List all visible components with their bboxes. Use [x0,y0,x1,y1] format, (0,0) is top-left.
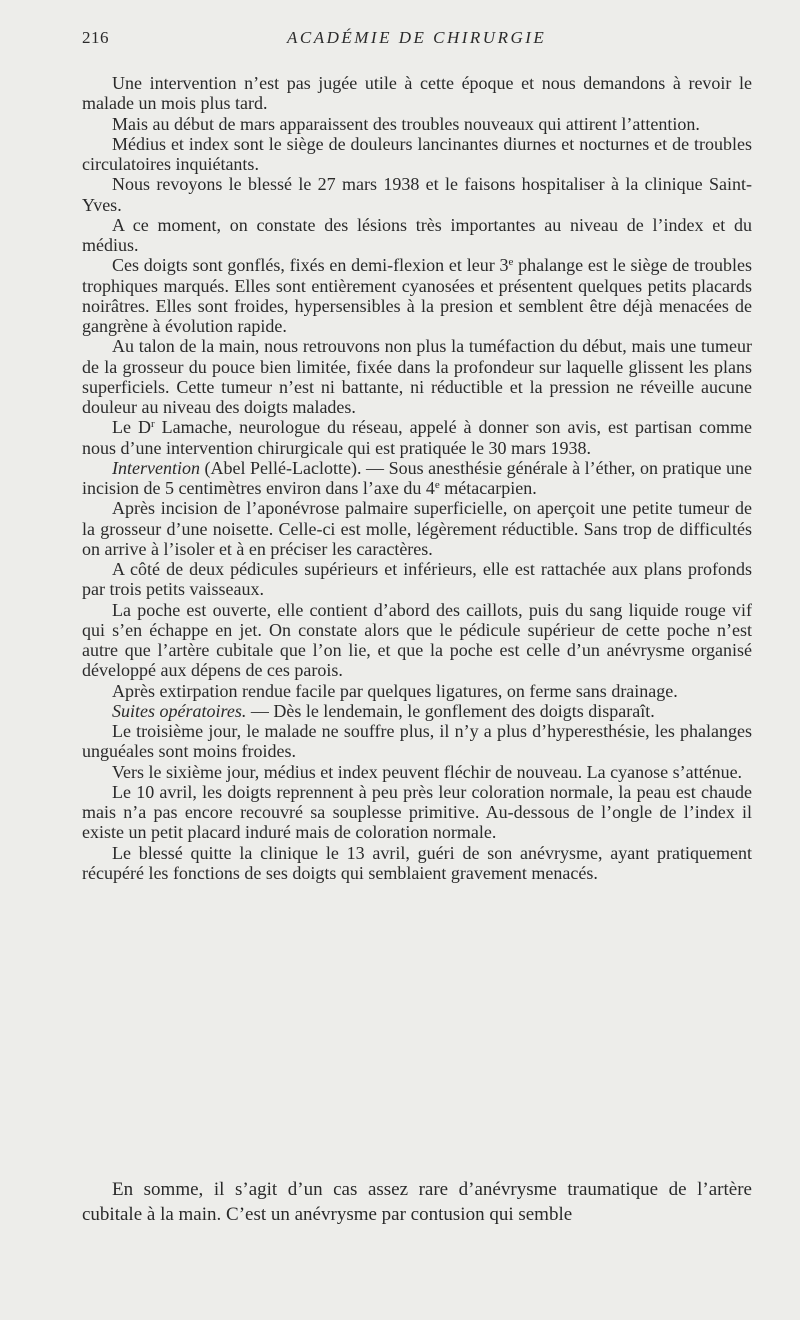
body-paragraph [82,114,752,134]
paragraph-text: Le 10 avril, les doigts reprennent à peu près leur coloration normale, la peau est chaude mais n’a pas encore recouvré sa souplesse primitive. Au-dessous de l’ongle de l’index il existe un petit placard induré mais de coloration normale. [82,781,752,843]
body-paragraph [82,721,752,762]
body-paragraph [82,73,752,114]
superscript: r [151,418,155,431]
italic-heading: Suites opératoires. [112,700,247,721]
paragraph-text: Le D [112,417,151,438]
page-header [82,28,748,52]
body-paragraph [82,417,752,458]
paragraph-text: La poche est ouverte, elle contient d’abord des caillots, puis du sang liquide rouge vif qui s’en échappe en jet. On constate alors que le pédicule supérieur de cette poche n’est autre que l’artère cubitale que l’on lie, et que la poche est celle d’un anévrysme organisé développé aux dépens de ces parois. [82,599,752,681]
paragraph-text: A côté de deux pédicules supérieurs et inférieurs, elle est rattachée aux plans profonds par trois petits vaisseaux. [82,559,752,600]
conclusion-section [82,1177,752,1227]
paragraph-text: Une intervention n’est pas jugée utile à cette époque et nous demandons à revoir le malade un mois plus tard. [82,73,752,114]
paragraph-text: Vers le sixième jour, médius et index peuvent fléchir de nouveau. La cyanose s’atténue. [112,761,743,782]
body-paragraph [82,498,752,559]
body-paragraph [82,600,752,681]
paragraph-text: A ce moment, on constate des lésions très importantes au niveau de l’index et du médius. [82,214,752,255]
body-paragraph [82,681,752,701]
italic-heading: Intervention [112,457,200,478]
case-report-body [82,73,752,883]
body-paragraph [82,843,752,884]
body-paragraph [82,336,752,417]
body-paragraph [82,701,752,721]
body-paragraph [82,559,752,600]
paragraph-text: Après incision de l’aponévrose palmaire superficielle, on aperçoit une petite tumeur de la grosseur d’une noisette. Celle-ci est molle, légèrement réductible. Sans trop de difficultés on arrive à l’isoler et à en préciser les caractères. [82,498,752,559]
paragraph-text: Lamache, neurologue du réseau, appelé à donner son avis, est partisan comme nous d’une intervention chirurgicale qui est pratiquée le 30 mars 1938. [82,417,753,458]
superscript: e [434,479,440,491]
body-paragraph [82,782,752,843]
body-paragraph [82,134,752,175]
body-paragraph [82,215,752,256]
conclusion-paragraph: En somme, il s’agit d’un cas assez rare d’anévrysme traumatique de l’artère cubitale à la main. C’est un anévrysme par contusion qui semble [82,1179,752,1225]
paragraph-text: métacarpien. [439,478,537,498]
paragraph-text: phalange est le siège de troubles trophiques marqués. Elles sont entièrement cyanosées et présentent quelques petits placards noirâtres. Elles sont froides, hypersensibles à la presion et semblent être déjà menacées de gangrène à évolution rapide. [82,255,752,336]
paragraph-text: Après extirpation rendue facile par quelques ligatures, on ferme sans drainage. [112,680,678,701]
body-paragraph [82,762,752,782]
body-paragraph [82,255,752,336]
paragraph-text: Médius et index sont le siège de douleurs lancinantes diurnes et nocturnes et de troubles circulatoires inquiétants. [82,133,752,174]
body-paragraph [82,174,752,215]
page-number: 216 [82,28,109,47]
running-head: ACADÉMIE DE CHIRURGIE [287,28,547,47]
paragraph-text: Nous revoyons le blessé le 27 mars 1938 et le faisons hospitaliser à la clinique Saint-Yves. [82,174,752,215]
paragraph-text: Le troisième jour, le malade ne souffre plus, il n’y a plus d’hyperesthésie, les phalanges unguéales sont moins froides. [82,721,752,762]
paragraph-text: Ces doigts sont gonflés, fixés en demi-flexion et leur 3 [112,255,509,276]
paragraph-text: Le blessé quitte la clinique le 13 avril, guéri de son anévrysme, ayant pratiquement récupéré les fonctions de ses doigts qui semblaient gravement menacés. [82,842,752,883]
paragraph-text: Mais au début de mars apparaissent des troubles nouveaux qui attirent l’attention. [112,113,700,134]
superscript: e [508,256,514,269]
paragraph-text: — Dès le lendemain, le gonflement des doigts disparaît. [246,700,655,721]
paragraph-text: (Abel Pellé-Laclotte). — Sous anesthésie générale à l’éther, on pratique une incision de 5 centimètres environ dans l’axe du 4 [82,457,752,498]
body-paragraph [82,458,752,499]
paragraph-text: Au talon de la main, nous retrouvons non plus la tuméfaction du début, mais une tumeur de la grosseur du pouce bien limitée, fixée dans la profondeur sur laquelle glissent les plans superficiels. Cette tumeur n’est ni battante, ni réductible et la pression ne réveille aucune douleur au niveau des doigts malades. [82,336,752,417]
